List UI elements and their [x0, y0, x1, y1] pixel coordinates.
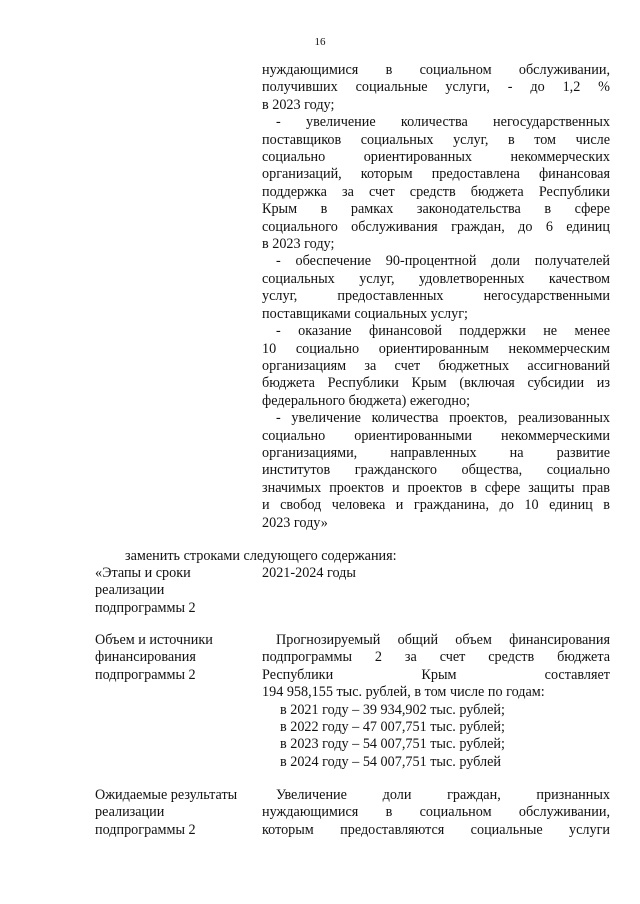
text-line: - увеличение количества негосударственных	[276, 114, 610, 131]
text-line: организациями, направленных на развитие	[262, 444, 610, 461]
continued-text-block	[262, 62, 610, 532]
row-content-financing	[262, 632, 610, 771]
text-line: - обеспечение 90-процентной доли получателей	[276, 253, 610, 270]
text-line: поддержка за счет средств бюджета Республики	[262, 183, 610, 200]
text-line: социально ориентированными некоммерческими	[262, 427, 610, 444]
text-line: 10 социально ориентированным некоммерческим	[262, 340, 610, 357]
text-line: Увеличение доли граждан, признанных	[276, 787, 610, 803]
text-line: институтов гражданского общества, социально	[262, 462, 610, 479]
text-line: нуждающимися в социальном обслуживании,	[262, 804, 610, 821]
text-line: социальных услуг, удовлетворенных качеством	[262, 270, 610, 287]
text-line: поставщиками социальных услуг;	[262, 305, 468, 322]
row-label-line: реализации	[95, 804, 165, 821]
row-label-line: реализации	[95, 582, 165, 599]
text-line: подпрограммы 2 за счет средств бюджета	[262, 649, 610, 666]
row-label-line: подпрограммы 2	[95, 821, 196, 838]
row-label-line: Объем и источники	[95, 632, 213, 648]
text-line: значимых проектов и проектов в сфере защиты прав	[262, 479, 610, 496]
text-line: - увеличение количества проектов, реализованных	[276, 410, 610, 427]
text-line: Республики Крым составляет	[262, 666, 610, 683]
text-line: федерального бюджета) ежегодно;	[262, 392, 471, 409]
row-label-line: Ожидаемые результаты	[95, 787, 238, 803]
row-content-stages	[262, 565, 610, 582]
text-line: социально ориентированных некоммерческих	[262, 149, 610, 166]
row-label-line: «Этапы и сроки	[95, 565, 191, 581]
text-line: 194 958,155 тыс. рублей, в том числе по годам:	[262, 684, 545, 701]
text-line: и свобод человека и гражданина, до 10 единиц в	[262, 497, 610, 514]
row-label-line: финансирования	[95, 649, 196, 666]
text-line: Прогнозируемый общий объем финансирования	[276, 632, 610, 648]
row-label-financing	[95, 632, 260, 684]
text-line: организациям за счет бюджетных ассигнований	[262, 357, 610, 374]
text-line: нуждающимися в социальном обслуживании,	[262, 62, 610, 78]
text-line: получивших социальные услуги, - до 1,2 %	[262, 79, 610, 96]
text-line: поставщиков социальных услуг, в том числе	[262, 131, 610, 148]
financing-year-line: в 2023 году – 54 007,751 тыс. рублей;	[280, 736, 505, 753]
text-line: социального обслуживания граждан, до 6 единиц	[262, 218, 610, 235]
financing-year-line: в 2024 году – 54 007,751 тыс. рублей	[280, 753, 501, 770]
financing-year-line: в 2021 году – 39 934,902 тыс. рублей;	[280, 701, 505, 718]
financing-year-line: в 2022 году – 47 007,751 тыс. рублей;	[280, 719, 505, 736]
text-line: 2023 году»	[262, 514, 328, 531]
row-label-line: подпрограммы 2	[95, 599, 196, 616]
text-line: Крым в рамках законодательства в сфере	[262, 201, 610, 218]
text-line: которым предоставляются социальные услуги	[262, 821, 610, 838]
text-line: - оказание финансовой поддержки не менее	[276, 323, 610, 340]
page-number: 16	[314, 36, 326, 48]
text-line: организаций, которым предоставлена финансовая	[262, 166, 610, 183]
text-line: бюджета Республики Крым (включая субсидии из	[262, 375, 610, 392]
row-label-line: подпрограммы 2	[95, 666, 196, 683]
text-line: в 2023 году;	[262, 96, 335, 113]
text-line: услуг, предоставленных негосударственными	[262, 288, 610, 305]
row-content-results	[262, 787, 610, 839]
row-label-results	[95, 787, 260, 839]
text-line: в 2023 году;	[262, 236, 335, 253]
text-line: 2021-2024 годы	[262, 565, 356, 581]
replace-instruction: заменить строками следующего содержания:	[125, 548, 397, 564]
row-label-stages	[95, 565, 260, 617]
